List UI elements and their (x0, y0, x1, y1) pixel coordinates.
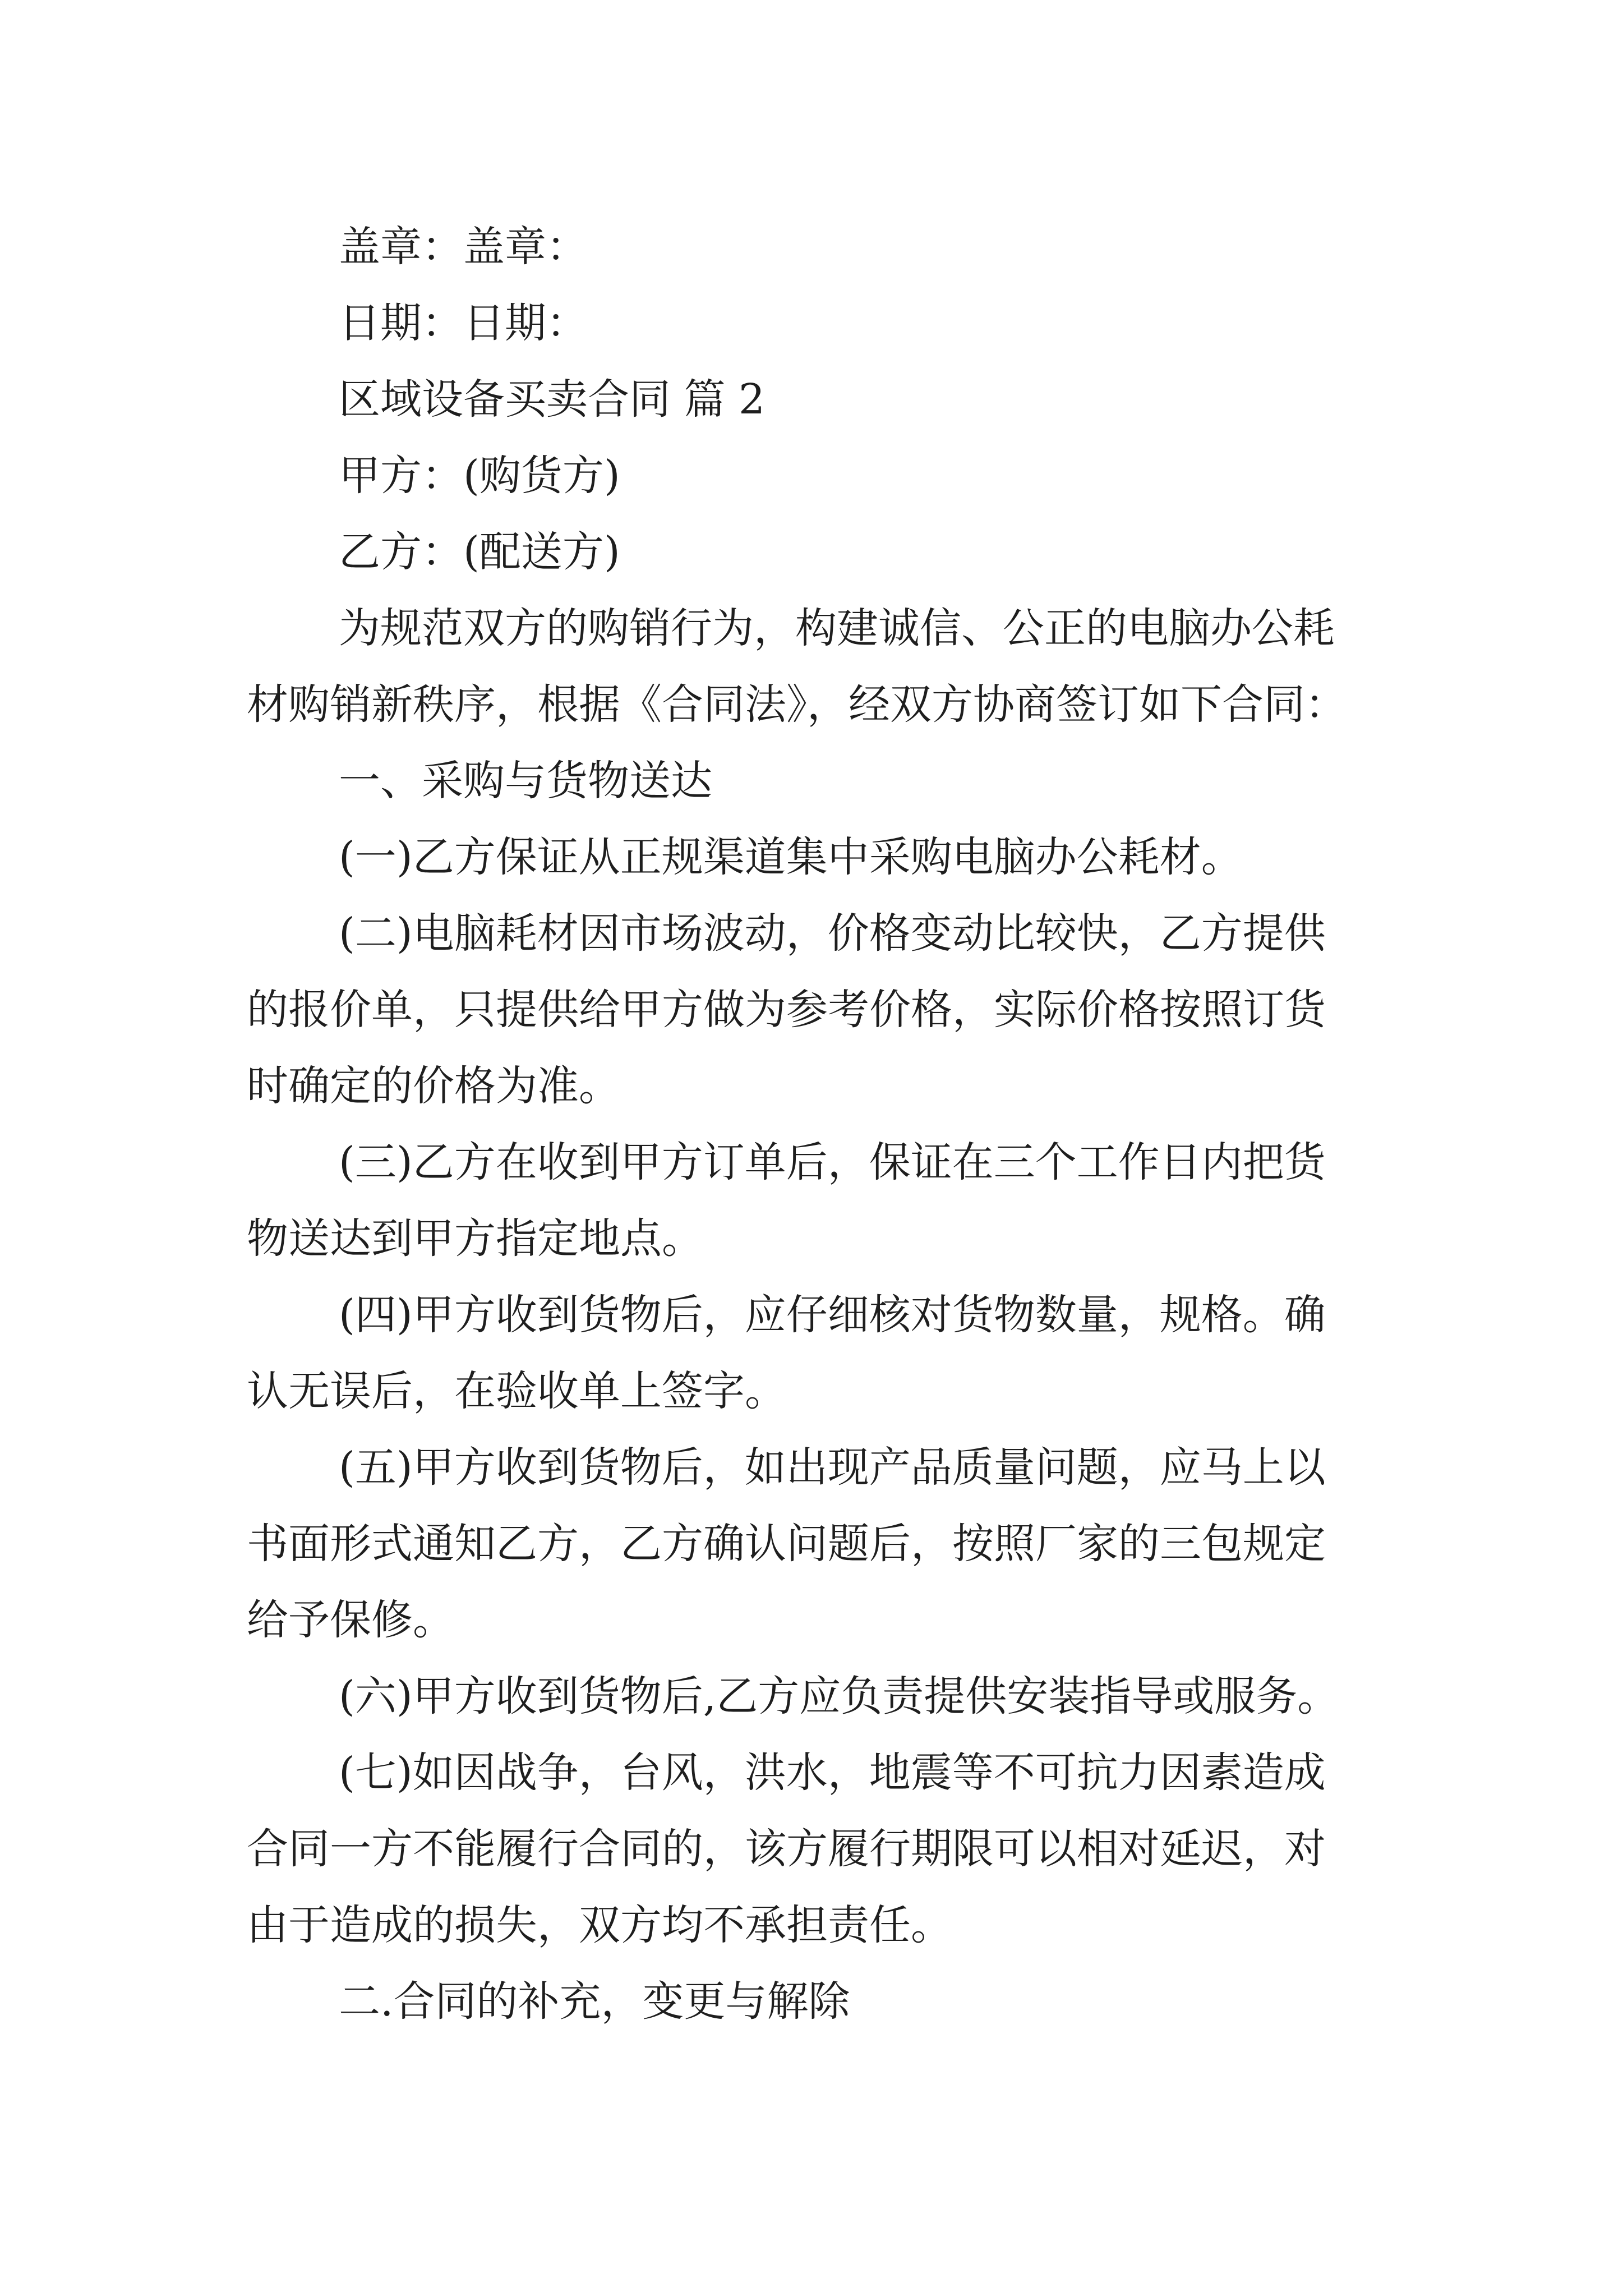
section-heading: 二.合同的补充，变更与解除 (339, 1977, 850, 2026)
contract-title: 区域设备买卖合同 篇 2 (339, 375, 766, 424)
clause-line: 书面形式通知乙方，乙方确认问题后，按照厂家的三包规定 (247, 1520, 1326, 1568)
date-line: 日期：日期： (339, 299, 588, 347)
clause-line: 合同一方不能履行合同的，该方履行期限可以相对延迟，对 (247, 1825, 1326, 1873)
clause-line: (四)甲方收到货物后，应仔细核对货物数量，规格。确 (339, 1291, 1326, 1339)
clause-line: 给予保修。 (247, 1596, 454, 1644)
clause-line: 由于造成的损失，双方均不承担责任。 (247, 1901, 952, 1949)
paragraph-line: 为规范双方的购销行为，构建诚信、公正的电脑办公耗 (339, 604, 1335, 652)
paragraph-line: 材购销新秩序，根据《合同法》，经双方协商签订如下合同： (247, 680, 1347, 729)
clause-line: (五)甲方收到货物后，如出现产品质量问题，应马上以 (339, 1443, 1326, 1492)
clause-line: (六)甲方收到货物后,乙方应负责提供安装指导或服务。 (339, 1672, 1339, 1720)
clause-line: (二)电脑耗材因市场波动，价格变动比较快，乙方提供 (339, 909, 1326, 958)
clause-line: 认无误后，在验收单上签字。 (247, 1367, 786, 1415)
clause-line: (一)乙方保证从正规渠道集中采购电脑办公耗材。 (339, 833, 1243, 881)
clause-line: 的报价单，只提供给甲方做为参考价格，实际价格按照订货 (247, 986, 1326, 1034)
clause-line: (三)乙方在收到甲方订单后，保证在三个工作日内把货 (339, 1138, 1326, 1186)
section-heading: 一、采购与货物送达 (339, 757, 712, 805)
seal-line: 盖章：盖章： (339, 223, 588, 271)
party-a-line: 甲方：(购货方) (339, 452, 620, 500)
clause-line: 时确定的价格为准。 (247, 1062, 620, 1110)
party-b-line: 乙方：(配送方) (339, 528, 620, 576)
clause-line: 物送达到甲方指定地点。 (247, 1214, 703, 1263)
clause-line: (七)如因战争，台风，洪水，地震等不可抗力因素造成 (339, 1749, 1326, 1797)
